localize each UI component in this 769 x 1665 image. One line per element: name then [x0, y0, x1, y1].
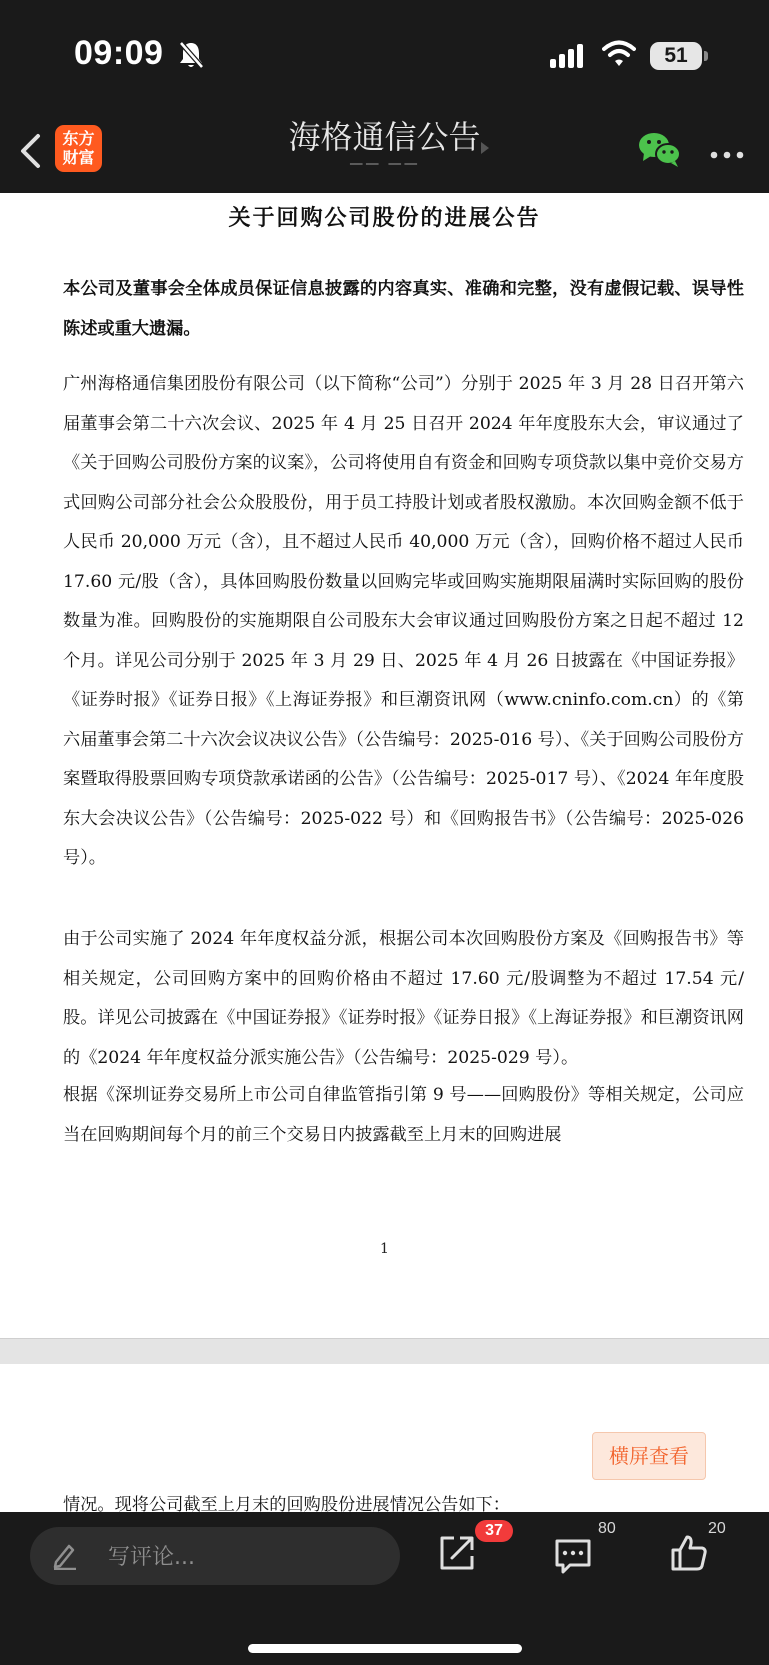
like-count: 20	[708, 1520, 726, 1537]
logo-line-1: 东方	[62, 129, 95, 148]
nav-bar	[0, 110, 769, 193]
body-paragraph-continued: 情况。现将公司截至上月末的回购股份进展情况公告如下：	[63, 1495, 510, 1512]
wechat-share-icon[interactable]	[638, 130, 682, 172]
comment-placeholder: 写评论...	[108, 1545, 195, 1570]
home-indicator[interactable]	[248, 1644, 522, 1653]
share-count-badge: 37	[475, 1520, 513, 1542]
comment-input[interactable]	[30, 1527, 400, 1585]
body-paragraph: 由于公司实施了 2024 年年度权益分派，根据公司本次回购股份方案及《回购报告书》等相关规定，公司回购方案中的回购价格由不超过 17.60 元/股调整为不超过 17.54 元/股。详见公司披露在《中国证券报》《证券时报》《证券日报》《上海证券报》和巨潮资讯网的《2024 年年度权益分派实施公告》（公告编号：2025-029 号）。	[63, 929, 744, 1068]
status-time: 09:09	[74, 34, 164, 72]
cell-signal-icon	[550, 44, 590, 72]
wifi-icon	[602, 40, 636, 72]
battery-tip	[704, 51, 708, 61]
bottom-action-bar	[0, 1512, 769, 1665]
disclaimer-paragraph: 本公司及董事会全体成员保证信息披露的内容真实、准确和完整，没有虚假记载、误导性陈述或重大遗漏。	[63, 279, 744, 339]
comment-count: 80	[598, 1520, 616, 1537]
logo-line-2: 财富	[62, 148, 95, 167]
page-title: 海格通信公告	[288, 118, 481, 156]
more-options-icon[interactable]	[710, 144, 744, 163]
page-separator	[0, 1338, 769, 1365]
document-page-2	[0, 1364, 769, 1512]
pencil-icon	[52, 1542, 78, 1574]
page-subtitle: —— ——	[349, 156, 420, 172]
mute-bell-icon	[178, 40, 204, 74]
battery-indicator: 51	[650, 42, 702, 70]
document-title: 关于回购公司股份的进展公告	[228, 205, 541, 231]
body-paragraph: 广州海格通信集团股份有限公司（以下简称“公司”）分别于 2025 年 3 月 28 日召开第六届董事会第二十六次会议、2025 年 4 月 25 日召开 2024 年年度股东大会，审议通过了《关于回购公司股份方案的议案》，公司将使用自有资金和回购专项贷款以集中竞价交易方式回购公司部分社会公众股股份，用于员工持股计划或者股权激励。本次回购金额不低于人民币 20,000 万元（含），且不超过人民币 40,000 万元（含），回购价格不超过人民币 17.60 元/股（含），具体回购股份数量以回购完毕或回购实施期限届满时实际回购的股份数量为准。回购股份的实施期限自公司股东大会审议通过回购股份方案之日起不超过 12 个月。详见公司分别于 2025 年 3 月 29 日、2025 年 4 月 26 日披露在《中国证券报》《证券时报》《证券日报》《上海证券报》和巨潮资讯网（www.cninfo.com.cn）的《第六届董事会第二十六次会议决议公告》（公告编号：2025-016 号）、《关于回购公司股份方案暨取得股票回购专项贷款承诺函的公告》（公告编号：2025-017 号）、《2024 年年度股东大会决议公告》（公告编号：2025-022 号）和《回购报告书》（公告编号：2025-026 号）。	[63, 374, 744, 868]
comments-icon[interactable]	[554, 1538, 592, 1578]
landscape-view-button[interactable]: 横屏查看	[592, 1432, 706, 1480]
share-icon[interactable]	[438, 1534, 476, 1576]
body-paragraph: 根据《深圳证券交易所上市公司自律监管指引第 9 号——回购股份》等相关规定，公司应当在回购期间每个月的前三个交易日内披露截至上月末的回购进展	[63, 1085, 744, 1145]
status-bar	[0, 0, 769, 110]
caret-right-icon	[480, 140, 490, 159]
thumbs-up-icon[interactable]	[670, 1534, 708, 1576]
document-page	[0, 193, 769, 1338]
page-number: 1	[380, 1241, 389, 1257]
